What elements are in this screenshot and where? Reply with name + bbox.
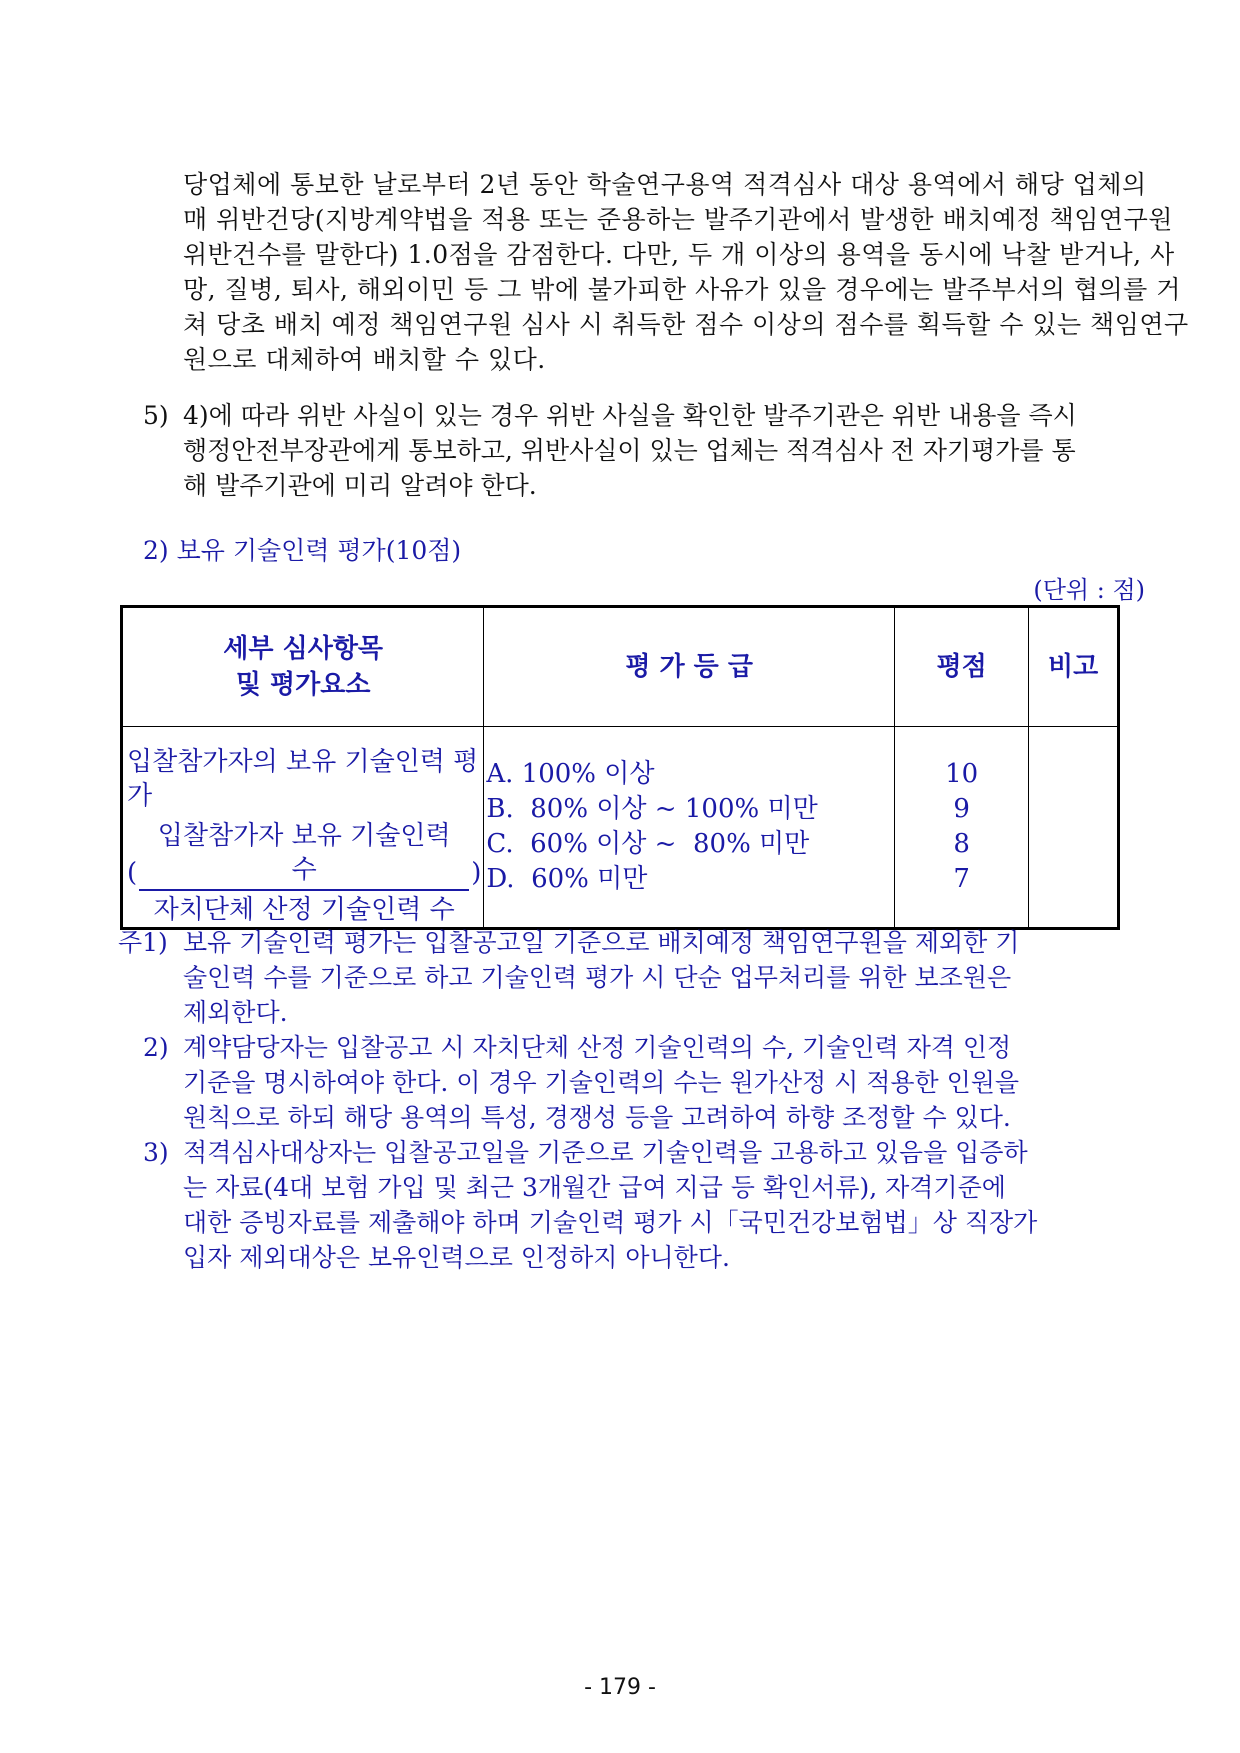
evaluation-item-cell — [122, 727, 484, 929]
evaluation-item-text — [127, 745, 481, 813]
note-line: 술인력 수를 기준으로 하고 기술인력 평가 시 단순 업무처리를 위한 보조원은 — [183, 963, 1012, 992]
notes — [118, 925, 1145, 1275]
header-grade: 평 가 등 급 — [484, 607, 895, 727]
score-b: 9 — [953, 794, 970, 824]
section-heading: 2) 보유 기술인력 평가(10점) — [143, 536, 462, 565]
note-line: 대한 증빙자료를 제출해야 하며 기술인력 평가 시「국민건강보험법」상 직장가 — [183, 1208, 1038, 1237]
unit-label: (단위 : 점) — [1033, 576, 1145, 604]
evaluation-item-line2: 가 — [127, 781, 153, 811]
note-line: 는 자료(4대 보험 가입 및 최근 3개월간 급여 지급 등 확인서류), 자격기준에 — [183, 1173, 1006, 1202]
score-cell — [894, 727, 1028, 929]
page-number: - 179 - — [584, 1675, 656, 1700]
grade-a: A. 100% 이상 — [486, 759, 655, 789]
note-line: 보유 기술인력 평가는 입찰공고일 기준으로 배치예정 책임연구원을 제외한 기 — [183, 928, 1020, 957]
note-label: 2) — [143, 1033, 169, 1062]
score-d: 7 — [953, 864, 970, 894]
note-line: 원칙으로 하되 해당 용역의 특성, 경쟁성 등을 고려하여 하향 조정할 수 있다. — [183, 1103, 1011, 1132]
note-line: 기준을 명시하여야 한다. 이 경우 기술인력의 수는 원가산정 시 적용한 인원을 — [183, 1068, 1020, 1097]
intro-line: 원으로 대체하여 배치할 수 있다. — [183, 345, 546, 374]
grade-c: C. 60% 이상 ~ 80% 미만 — [486, 829, 810, 859]
grade-d: D. 60% 미만 — [486, 864, 648, 894]
fraction-denominator: 자치단체 산정 기술인력 수 — [153, 895, 455, 925]
intro-line: 위반건수를 말한다) 1.0점을 감점한다. 다만, 두 개 이상의 용역을 동시에 낙찰 받거나, 사 — [183, 240, 1175, 269]
header-item-line2: 및 평가요소 — [235, 670, 371, 700]
note-1 — [118, 925, 1145, 1030]
item-5 — [143, 398, 1145, 503]
item-number: 5) — [143, 401, 169, 430]
fraction-numerator: 입찰참가자 보유 기술인력 수 — [139, 819, 469, 891]
item-line: 행정안전부장관에게 통보하고, 위반사실이 있는 업체는 적격심사 전 자기평가를 통 — [183, 436, 1076, 465]
table-row — [122, 727, 1119, 929]
item-line: 4)에 따라 위반 사실이 있는 경우 위반 사실을 확인한 발주기관은 위반 내용을 즉시 — [183, 401, 1077, 430]
ratio-formula — [127, 819, 481, 927]
note-2 — [118, 1030, 1145, 1135]
score-a: 10 — [945, 759, 979, 789]
formula-close-paren: ) — [471, 858, 482, 888]
intro-line: 당업체에 통보한 날로부터 2년 동안 학술연구용역 적격심사 대상 용역에서 해당 업체의 — [183, 170, 1147, 199]
header-score: 평점 — [894, 607, 1028, 727]
grade-cell — [484, 727, 895, 929]
note-3 — [118, 1135, 1145, 1275]
intro-line: 망, 질병, 퇴사, 해외이민 등 그 밖에 불가피한 사유가 있을 경우에는 발주부서의 협의를 거 — [183, 275, 1181, 304]
intro-line: 매 위반건당(지방계약법을 적용 또는 준용하는 발주기관에서 발생한 배치예정 책임연구원 — [183, 205, 1173, 234]
table-header-row — [122, 607, 1119, 727]
evaluation-table — [120, 605, 1120, 930]
note-line: 적격심사대상자는 입찰공고일을 기준으로 기술인력을 고용하고 있음을 입증하 — [183, 1138, 1028, 1167]
note-line: 제외한다. — [183, 998, 288, 1027]
remark-cell — [1029, 727, 1119, 929]
note-label: 3) — [143, 1138, 169, 1167]
grade-b: B. 80% 이상 ~ 100% 미만 — [486, 794, 818, 824]
header-item-line1: 세부 심사항목 — [223, 634, 384, 664]
note-line: 계약담당자는 입찰공고 시 자치단체 산정 기술인력의 수, 기술인력 자격 인정 — [183, 1033, 1012, 1062]
fraction — [139, 819, 469, 927]
header-remark: 비고 — [1029, 607, 1119, 727]
evaluation-item-line1: 입찰참가자의 보유 기술인력 평 — [127, 747, 479, 777]
note-line: 입자 제외대상은 보유인력으로 인정하지 아니한다. — [183, 1243, 730, 1272]
note-label: 주1) — [118, 928, 168, 957]
score-c: 8 — [953, 829, 970, 859]
item-line: 해 발주기관에 미리 알려야 한다. — [183, 471, 537, 500]
header-item — [122, 607, 484, 727]
formula-open-paren: ( — [127, 858, 138, 888]
intro-paragraph — [183, 167, 1189, 377]
intro-line: 쳐 당초 배치 예정 책임연구원 심사 시 취득한 점수 이상의 점수를 획득할 수 있는 책임연구 — [183, 310, 1189, 339]
